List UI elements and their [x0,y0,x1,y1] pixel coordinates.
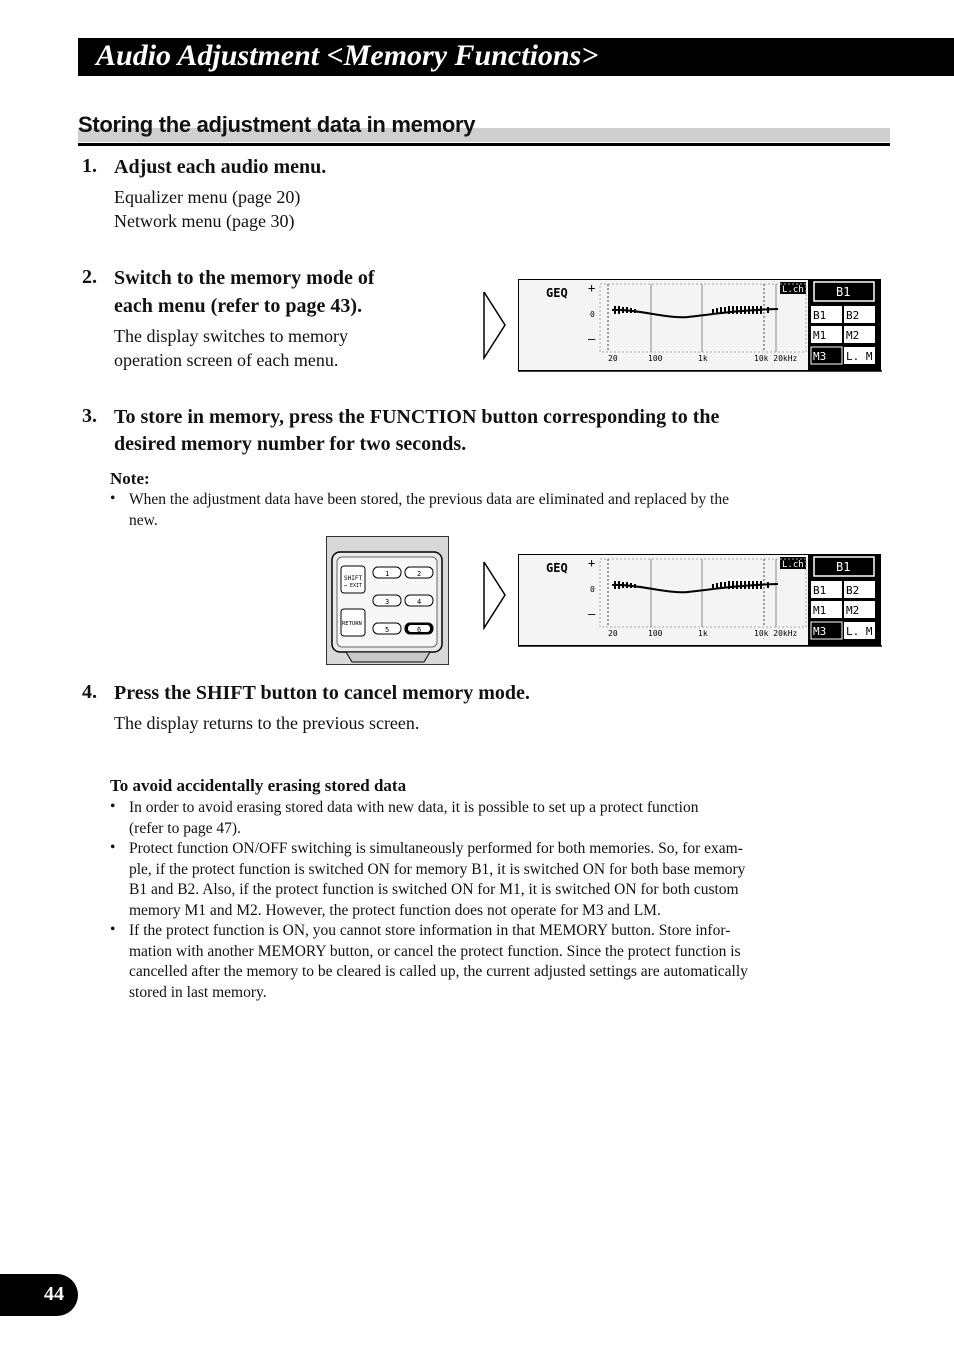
step-4-line-1: The display returns to the previous screen. [114,713,420,733]
step-2-heading-line-1: Switch to the memory mode of [114,267,375,289]
note-bullet: • [110,490,116,507]
step-2-line-1: The display switches to memory [114,326,348,346]
freq-label-20: 20 [608,629,618,638]
freq-label-20: 20 [608,354,618,363]
display-screen-2 [518,554,882,653]
step-4-number: 4. [82,681,97,703]
mem-m1: M1 [813,604,827,617]
page-title: Audio Adjustment <Memory Functions> [96,39,599,72]
step-3-heading-line-1: To store in memory, press the FUNCTION button corresponding to the [114,406,720,428]
avoid-item-2-line-2: ple, if the protect function is switched ON for memory B1, it is switched ON for both base memory [129,861,746,878]
mem-header: B1 [836,560,851,574]
arrow-right-icon [482,560,508,630]
step-2-number: 2. [82,266,97,288]
key-5: 5 [385,626,390,634]
avoid-bullet-1: • [110,798,116,815]
note-line-2: new. [129,512,158,529]
minus-label: – [588,607,596,621]
avoid-item-3-line-2: mation with another MEMORY button, or cancel the protect function. Since the protect function is [129,943,741,960]
step-4-heading: Press the SHIFT button to cancel memory mode. [114,682,530,704]
note-label: Note: [110,469,150,488]
remote-control-illustration [326,536,450,671]
step-2-line-2: operation screen of each menu. [114,350,339,370]
plus-label: + [588,281,596,295]
avoid-bullet-3: • [110,921,116,938]
mem-header: B1 [836,285,851,299]
step-1-number: 1. [82,155,97,177]
avoid-title: To avoid accidentally erasing stored data [110,776,407,795]
step-1-line-2: Network menu (page 30) [114,211,295,231]
step-1-line-1: Equalizer menu (page 20) [114,187,301,207]
page-number-tab [0,1274,78,1316]
freq-label-10k-20khz: 10k 20kHz [754,354,798,363]
channel-label: L.ch [782,560,804,570]
key-2: 2 [417,570,422,578]
avoid-item-3-line-4: stored in last memory. [129,984,267,1001]
mem-b1: B1 [813,584,827,597]
freq-label-10k-20khz: 10k 20kHz [754,629,798,638]
avoid-bullet-2: • [110,839,116,856]
avoid-item-3-line-1: If the protect function is ON, you cannot store information in that MEMORY button. Store infor- [129,922,731,939]
shift-key-sublabel: ↔ EXIT [344,583,363,589]
avoid-item-1-line-2: (refer to page 47). [129,820,241,837]
avoid-item-1-line-1: In order to avoid erasing stored data with new data, it is possible to set up a protect function [129,799,699,816]
channel-label: L.ch [782,285,804,295]
mem-b2: B2 [846,584,860,597]
freq-label-1k: 1k [698,629,708,638]
shift-key-label: SHIFT [344,575,363,582]
page-number: 44 [44,1283,64,1305]
key-1: 1 [385,570,390,578]
mem-lm: L. M [846,350,873,363]
freq-label-100: 100 [648,629,663,638]
section-rule [78,143,890,146]
mem-m2: M2 [846,604,860,617]
step-3-heading-line-2: desired memory number for two seconds. [114,433,467,455]
step-1-heading: Adjust each audio menu. [114,156,327,178]
key-6: 6 [417,626,422,634]
key-3: 3 [385,598,390,606]
section-title: Storing the adjustment data in memory [78,112,476,137]
avoid-item-2-line-1: Protect function ON/OFF switching is simultaneously performed for both memories. So, for exam- [129,840,743,857]
zero-label: 0 [590,310,595,319]
step-2-heading-line-2: each menu (refer to page 43). [114,295,363,317]
minus-label: – [588,332,596,346]
mem-lm: L. M [846,625,873,638]
mode-label: GEQ [546,286,568,300]
mode-label: GEQ [546,561,568,575]
mem-b1: B1 [813,309,827,322]
mem-m3: M3 [813,625,827,638]
key-4: 4 [417,598,422,606]
note-line-1: When the adjustment data have been stored, the previous data are eliminated and replaced by the [129,491,729,508]
avoid-item-2-line-4: memory M1 and M2. However, the protect function does not operate for M3 and LM. [129,902,661,919]
step-3-number: 3. [82,405,97,427]
return-key-label: RETURN [342,621,362,627]
mem-m2: M2 [846,329,860,342]
zero-label: 0 [590,585,595,594]
mem-b2: B2 [846,309,860,322]
display-screen-1 [518,279,882,378]
freq-label-1k: 1k [698,354,708,363]
avoid-item-3-line-3: cancelled after the memory to be cleared is called up, the current adjusted settings are automatically [129,963,748,980]
freq-label-100: 100 [648,354,663,363]
avoid-item-2-line-3: B1 and B2. Also, if the protect function is switched ON for M1, it is switched ON for both custom [129,881,739,898]
mem-m1: M1 [813,329,827,342]
page-header-bar [78,38,954,76]
plus-label: + [588,556,596,570]
arrow-right-icon [482,290,508,360]
mem-m3: M3 [813,350,827,363]
